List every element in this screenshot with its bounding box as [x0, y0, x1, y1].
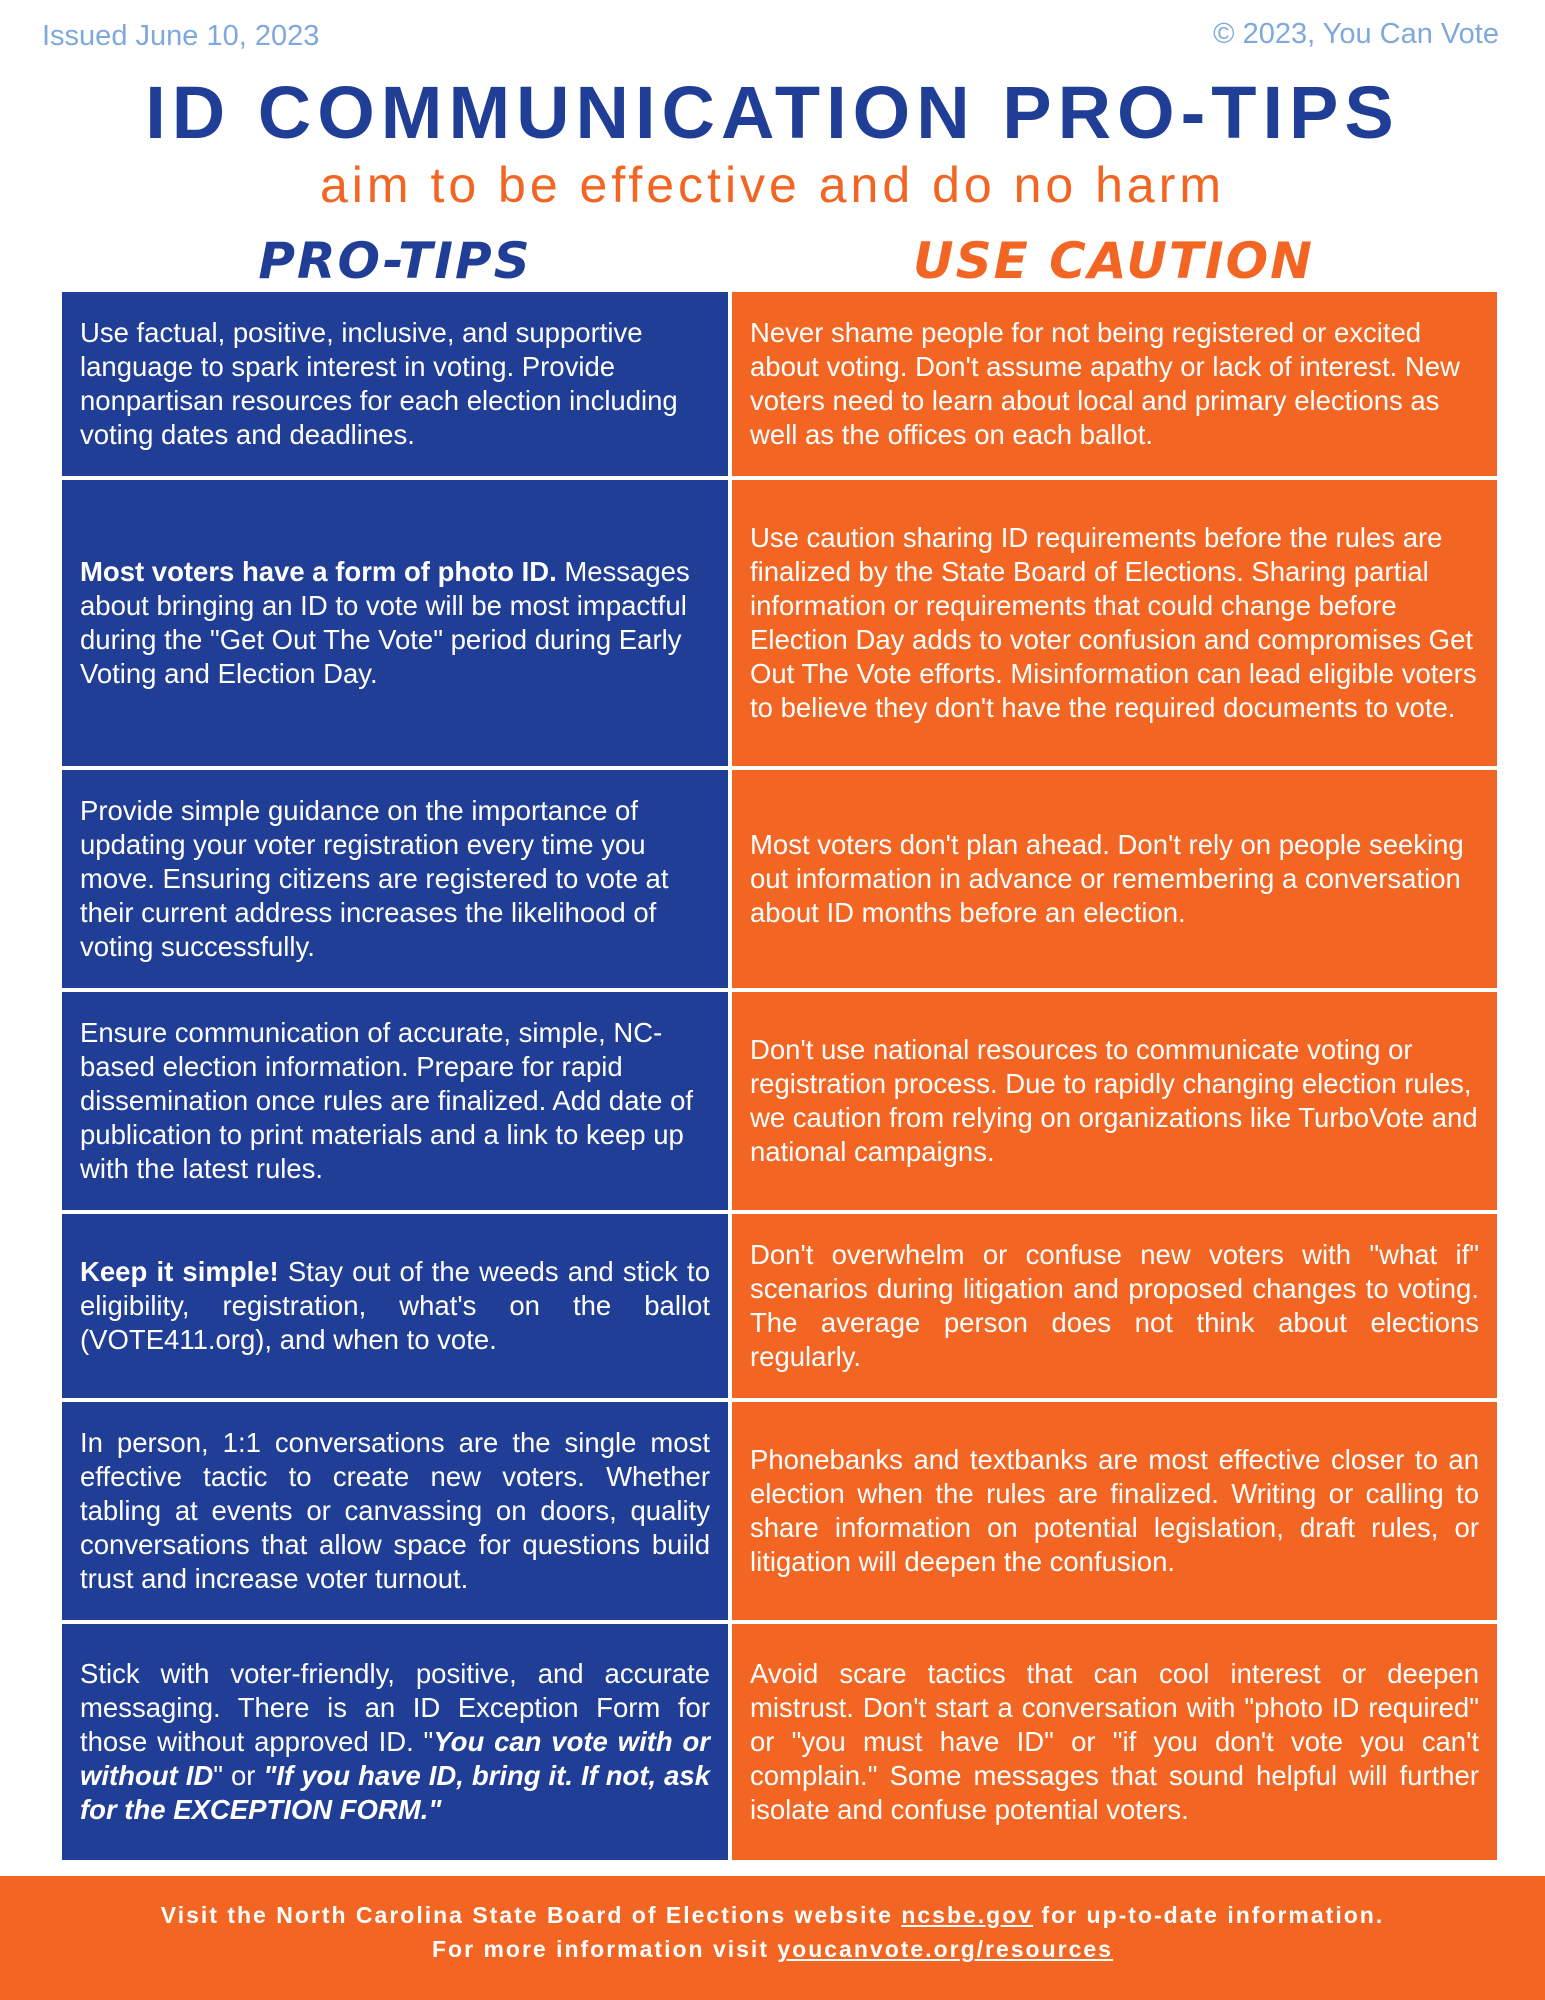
page-title: ID COMMUNICATION PRO-TIPS: [145, 71, 1400, 154]
pro-tip-cell: [62, 292, 728, 476]
caution-text: Never shame people for not being registered or excited about voting. Don't assume apathy or lack of interest. New voters need to learn about local and primary elections as well as the offices on each ballot.: [750, 317, 1460, 450]
use-caution-heading: USE CAUTION: [913, 232, 1314, 290]
caution-cell: [732, 1402, 1497, 1620]
tip-text: " or: [213, 1760, 264, 1791]
pro-tip-cell: [62, 992, 728, 1210]
footer-line-2: [0, 1932, 1545, 1966]
issued-date: Issued June 10, 2023: [42, 20, 320, 52]
caution-cell: [732, 480, 1497, 766]
copyright-notice: © 2023, You Can Vote: [1213, 18, 1499, 50]
tip-text: Ensure communication of accurate, simple, NC-based election information. Prepare for rapid dissemination once rules are finalized. Add date of publication to print materials and a link to keep up with the latest rules.: [80, 1017, 694, 1184]
caution-cell: [732, 1214, 1497, 1398]
footer-text: for up-to-date information.: [1033, 1902, 1385, 1928]
pro-tip-cell: [62, 1214, 728, 1398]
ncsbe-link[interactable]: ncsbe.gov: [901, 1902, 1034, 1928]
caution-cell: [732, 292, 1497, 476]
pro-tip-cell: [62, 1624, 728, 1860]
tip-text: Stick with voter-friendly, positive, and accurate messaging. There is an ID Exception Form for those without approved ID. ": [80, 1658, 710, 1757]
tip-text: Use factual, positive, inclusive, and supportive language to spark interest in voting. Provide nonpartisan resources for each election including voting dates and deadlines.: [80, 317, 678, 450]
footer-banner: [0, 1876, 1545, 2000]
caution-cell: [732, 1624, 1497, 1860]
caution-cell: [732, 992, 1497, 1210]
caution-text: Most voters don't plan ahead. Don't rely on people seeking out information in advance or remembering a conversation about ID months before an election.: [750, 829, 1464, 928]
tip-text: Stay out of the weeds and stick to eligibility, registration, what's on the ballot (VOTE411.org), and when to vote.: [80, 1256, 710, 1355]
caution-text: Use caution sharing ID requirements before the rules are finalized by the State Board of Elections. Sharing partial information or requirements that could change before Election Day adds to voter confusion and compromises Get Out The Vote efforts. Misinformation can lead eligible voters to believe they don't have the required documents to vote.: [750, 522, 1477, 723]
caution-text: Don't use national resources to communicate voting or registration process. Due to rapidly changing election rules, we caution from relying on organizations like TurboVote and national campaigns.: [750, 1034, 1478, 1167]
tip-text: In person, 1:1 conversations are the single most effective tactic to create new voters. Whether tabling at events or canvassing on doors, quality conversations that allow space for questions build trust and increase voter turnout.: [80, 1427, 710, 1594]
footer-text: For more information visit: [432, 1936, 778, 1962]
resources-link[interactable]: youcanvote.org/resources: [777, 1936, 1113, 1962]
footer-text: Visit the North Carolina State Board of Elections website: [160, 1902, 902, 1928]
tip-emphasis-text: "If you have ID, bring it. If not, ask for the EXCEPTION FORM.": [80, 1760, 710, 1825]
tip-bold-text: Most voters have a form of photo ID.: [80, 556, 557, 587]
tip-bold-text: Keep it simple!: [80, 1256, 279, 1287]
page-subtitle: aim to be effective and do no harm: [320, 157, 1225, 213]
caution-text: Phonebanks and textbanks are most effective closer to an election when the rules are finalized. Writing or calling to share information on potential legislation, draft rules, or litigation will deepen the confusion.: [750, 1444, 1479, 1577]
tip-text: Provide simple guidance on the importance of updating your voter registration every time you move. Ensuring citizens are registered to vote at their current address increases the likelihood of voting successfully.: [80, 795, 669, 962]
caution-text: Avoid scare tactics that can cool interest or deepen mistrust. Don't start a conversation with "photo ID required" or "you must have ID" or "if you don't vote you can't complain." Some messages that sound helpful will further isolate and confuse potential voters.: [750, 1658, 1479, 1825]
pro-tips-heading: PRO-TIPS: [258, 232, 532, 290]
tip-text: Messages about bringing an ID to vote will be most impactful during the "Get Out The Vote" period during Early Voting and Election Day.: [80, 556, 690, 689]
caution-text: Don't overwhelm or confuse new voters with "what if" scenarios during litigation and proposed changes to voting. The average person does not think about elections regularly.: [750, 1239, 1479, 1372]
footer-line-1: [0, 1898, 1545, 1932]
pro-tip-cell: [62, 1402, 728, 1620]
pro-tip-cell: [62, 480, 728, 766]
tip-emphasis-text: You can vote with or without ID: [80, 1726, 710, 1791]
caution-cell: [732, 770, 1497, 988]
pro-tip-cell: [62, 770, 728, 988]
tips-table: [62, 292, 1498, 1860]
